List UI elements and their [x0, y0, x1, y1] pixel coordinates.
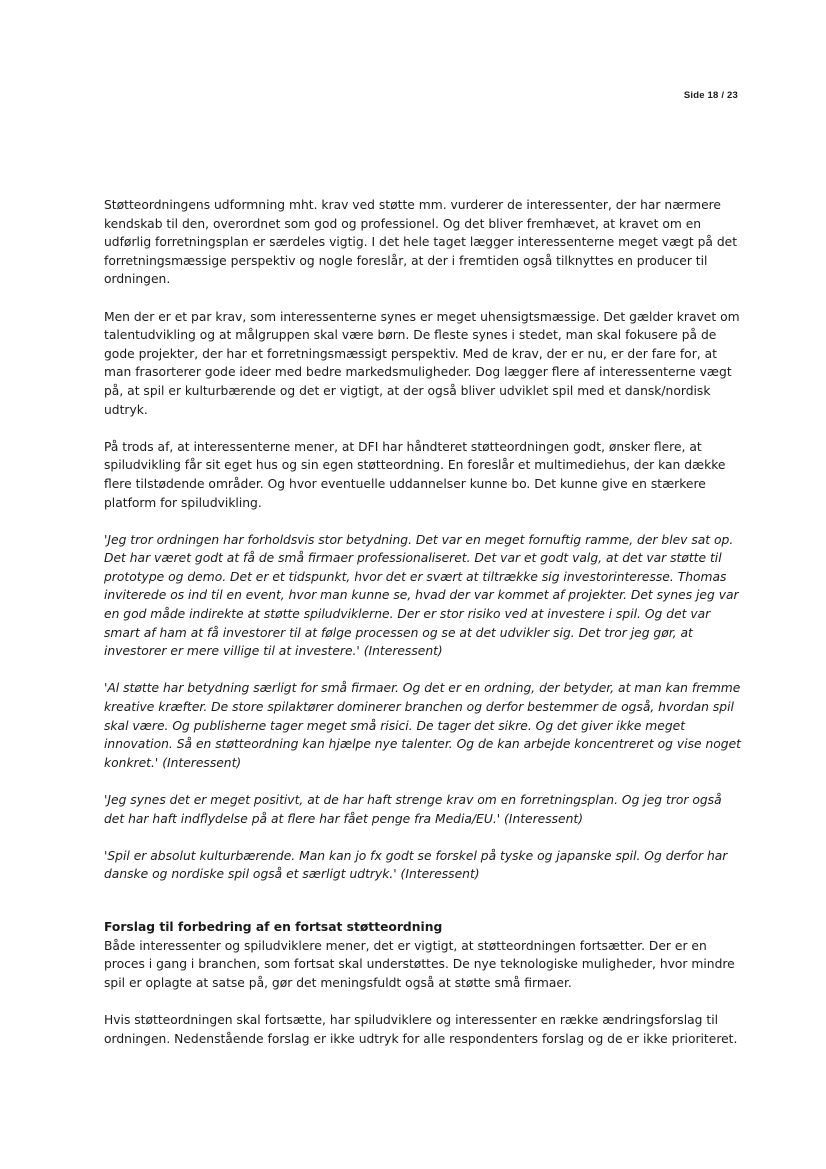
document-body	[104, 196, 744, 1067]
interview-quote: 'Al støtte har betydning særligt for små firmaer. Og det er en ordning, der betyder, at man kan fremme kreative kræfter. De store spilaktører dominerer branchen og derfor bestemmer de også, hvordan spil skal være. Og publisherne tager meget små risici. De tager det sikre. Og det giver ikke meget innovation. Så en støtteordning kan hjælpe nye talenter. Og de kan arbejde koncentreret og vise noget konkret.' (Interessent)	[104, 681, 741, 770]
section-heading: Forslag til forbedring af en fortsat støtteordning	[104, 919, 443, 934]
body-paragraph: Men der er et par krav, som interessenterne synes er meget uhensigtsmæssige. Det gælder kravet om talentudvikling og at målgruppen skal være børn. De fleste synes i stedet, man skal fokusere på de gode projekter, der har et forretningsmæssigt perspektiv. Med de krav, der er nu, er der fare for, at man frasorterer gode ideer med bedre markedsmuligheder. Dog lægger flere af interessenterne vægt på, at spil er kulturbærende og det er vigtigt, at der også bliver udviklet spil med et dansk/nordisk udtryk.	[104, 309, 740, 417]
body-paragraph: Støtteordningens udformning mht. krav ved støtte mm. vurderer de interessenter, der har nærmere kendskab til den, overordnet som god og professionel. Og det bliver fremhævet, at kravet om en udførlig forretningsplan er særdeles vigtig. I det hele taget lægger interessenterne meget vægt på det forretningsmæssige perspektiv og nogle foreslår, at der i fremtiden også tilknyttes en producer til ordningen.	[104, 198, 738, 287]
interview-quote: 'Jeg tror ordningen har forholdsvis stor betydning. Det var en meget fornuftig ramme, der blev sat op. Det har været godt at få de små firmaer professionaliseret. Det var et godt valg, at det var støtte til prototype og demo. Det er et tidspunkt, hvor det er svært at tiltrække sig investorinteresse. Thomas inviterede os ind til en event, hvor man kunne se, hvad der var kommet af projekter. Det synes jeg var en god måde indirekte at støtte spiludviklerne. Der er stor risiko ved at investere i spil. Og det var smart af ham at få investorer til at følge processen og se at det udvikler sig. Det tror jeg gør, at investorer er mere villige til at investere.' (Interessent)	[104, 532, 739, 659]
body-paragraph: Både interessenter og spiludviklere mener, det er vigtigt, at støtteordningen fortsætter. Der er en proces i gang i branchen, som fortsat skal understøttes. De nye teknologiske muligheder, hvor mindre spil er oplagte at satse på, gør det meningsfuldt også at støtte små firmaer.	[104, 938, 735, 990]
interview-quote: 'Spil er absolut kulturbærende. Man kan jo fx godt se forskel på tyske og japanske spil. Og derfor har danske og nordiske spil også et særligt udtryk.' (Interessent)	[104, 848, 728, 882]
interview-quote: 'Jeg synes det er meget positivt, at de har haft strenge krav om en forretningsplan. Og jeg tror også det har haft indflydelse på at flere har fået penge fra Media/EU.' (Interessent)	[104, 793, 722, 826]
page-number: Side 18 / 23	[683, 90, 738, 101]
body-paragraph: Hvis støtteordningen skal fortsætte, har spiludviklere og interessenter en række ændringsforslag til ordningen. Nedenstående forslag er ikke udtryk for alle respondenters forslag og de er ikke prioriteret.	[104, 1012, 738, 1046]
body-paragraph: På trods af, at interessenterne mener, at DFI har håndteret støtteordningen godt, ønsker flere, at spiludvikling får sit eget hus og sin egen støtteordning. En foreslår et multimediehus, der kan dække flere tilstødende områder. Og hvor eventuelle uddannelser kunne bo. Det kunne give en stærkere platform for spiludvikling.	[104, 439, 726, 510]
